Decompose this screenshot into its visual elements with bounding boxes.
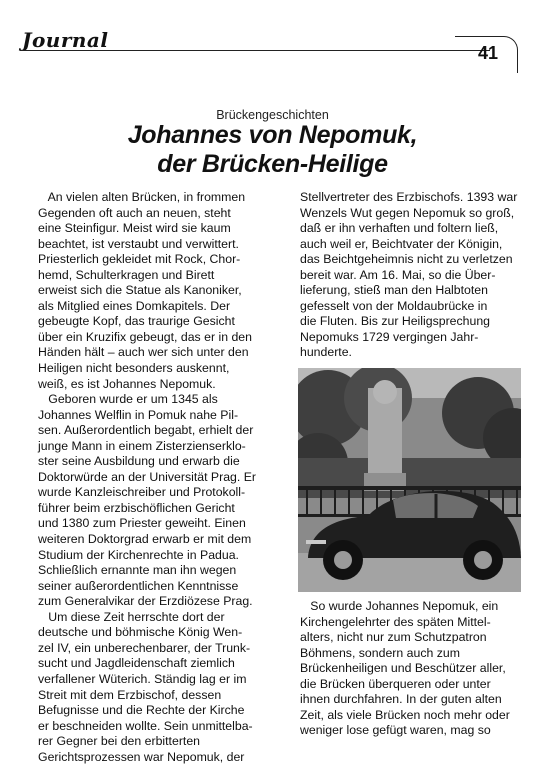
right-column-top-line: daß er ihn verhaften und foltern ließ,: [300, 221, 499, 236]
left-column-line: sen. Außerordentlich begabt, erhielt der: [38, 423, 254, 438]
right-column-top-line: auch weil er, Beichtvater der Königin,: [300, 236, 503, 251]
right-column-bottom-line: Zeit, als viele Brücken noch mehr oder: [300, 707, 510, 722]
left-column-line: hemd, Schulterkragen und Birett: [38, 267, 215, 282]
left-column-line: er beschneiden wollte. Sein unmittelba-: [38, 718, 253, 733]
left-column-line: Johannes Welflin in Pomuk nahe Pil-: [38, 407, 239, 422]
right-column-top-line: das Beichtgeheimnis nicht zu verletzen: [300, 252, 513, 267]
left-column-line: gebeugte Kopf, das traurige Gesicht: [38, 314, 235, 329]
header-rule: [20, 50, 490, 51]
right-column-bottom-line: weniger lose gefügt waren, mag so: [300, 723, 491, 738]
right-column-bottom-line: Brückenheiligen und Beschützer aller,: [300, 661, 506, 676]
left-column-line: Studium der Kirchenrechte in Padua.: [38, 547, 239, 562]
left-column-line: beachtet, ist verstaubt und verwittert.: [38, 236, 239, 251]
left-column-line: rer Gegner bei den erbitterten: [38, 734, 201, 749]
right-column-top-line: die Fluten. Bis zur Heiligsprechung: [300, 314, 491, 329]
left-column-line: eine Steinfigur. Meist wird sie kaum: [38, 221, 231, 236]
left-column-line: wurde Kanzleischreiber und Protokoll-: [38, 485, 246, 500]
left-column-line: Priesterlich gekleidet mit Rock, Chor-: [38, 252, 241, 267]
left-column-line: führer beim erzbischöflichen Gericht: [38, 500, 235, 515]
left-column-line: Gerichtsprozessen war Nepomuk, der: [38, 749, 245, 764]
left-column-line: Doktorwürde an der Universität Prag. Er: [38, 469, 257, 484]
left-column-line: verfallener Wüterich. Ständig lag er im: [38, 671, 247, 686]
article-title: [0, 121, 545, 179]
left-column-line: junge Mann in einem Zisterzienserklo-: [38, 438, 246, 453]
right-column-top-line: Wenzels Wut gegen Nepomuk so groß,: [300, 205, 515, 220]
left-column-line: Gegenden oft auch an neuen, steht: [38, 205, 231, 220]
right-column-top-line: hunderte.: [300, 345, 352, 360]
right-column-bottom-line: Böhmens, sondern auch zum: [300, 645, 460, 660]
left-column-line: Händen hält – auch wer sich unter den: [38, 345, 249, 360]
left-column-line: sucht und Jagdleidenschaft ziemlich: [38, 656, 235, 671]
left-column-line: zum Generalvikar der Erzdiözese Prag.: [38, 594, 253, 609]
left-column-line: Streit mit dem Erzbischof, dessen: [38, 687, 222, 702]
photo-statue-and-car: [298, 368, 521, 592]
page-number: 41: [477, 43, 499, 63]
right-column-top-line: lieferung, stieß man den Halbtoten: [300, 283, 488, 298]
article-title-line-2: der Brücken-Heilige: [157, 150, 388, 178]
left-column-line: weiß, es ist Johannes Nepomuk.: [38, 376, 216, 391]
right-column-top-line: gefesselt von der Moldaubrücke in: [300, 298, 488, 313]
left-column-line: Schließlich ernannte man ihn wegen: [38, 563, 237, 578]
right-column-top-line: Stellvertreter des Erzbischofs. 1393 war: [300, 190, 518, 204]
left-column-line: über ein Kruzifix gebeugt, das er in den: [38, 329, 252, 344]
left-column-line: und 1380 zum Priester geweiht. Einen: [38, 516, 246, 531]
left-column-line: als Mitglied eines Domkapitels. Der: [38, 298, 231, 313]
right-column-bottom-line: So wurde Johannes Nepomuk, ein: [300, 599, 499, 613]
right-column-bottom-line: alters, nicht nur zum Schutzpatron: [300, 630, 487, 645]
right-column-top-line: Nepomuks 1729 vergingen Jahr-: [300, 329, 479, 344]
left-column-line: Um diese Zeit herrschte dort der: [38, 609, 225, 624]
article-title-line-1: Johannes von Nepomuk,: [127, 121, 418, 149]
right-column-bottom-line: die Brücken überqueren oder unter: [300, 676, 491, 691]
right-column-text-top: [300, 190, 530, 361]
left-column-line: deutsche und böhmische König Wen-: [38, 625, 243, 640]
left-column-line: Befugnisse und die Rechte der Kirche: [38, 703, 245, 718]
left-column-text: [38, 190, 293, 765]
left-column-line: Geboren wurde er um 1345 als: [38, 392, 218, 407]
left-column-line: ster seine Ausbildung und erwarb die: [38, 454, 240, 469]
left-column-line: erweist sich die Statue als Kanoniker,: [38, 283, 242, 298]
left-column-line: An vielen alten Brücken, in frommen: [38, 190, 246, 204]
right-column-bottom-line: Kirchengelehrter des späten Mittel-: [300, 614, 491, 629]
right-column-top-line: bereit war. Am 16. Mai, so die Über-: [300, 267, 496, 282]
left-column-line: weiteren Doktorgrad erwarb er mit dem: [38, 532, 252, 547]
journal-label: Journal: [22, 28, 109, 52]
left-column-line: zel IV, ein unberechenbarer, der Trunk-: [38, 640, 251, 655]
article-kicker: Brückengeschichten: [216, 108, 329, 122]
right-column-text-bottom: [300, 599, 530, 739]
left-column-line: Heiligen nicht besonders auskennt,: [38, 361, 230, 376]
left-column-line: seiner außerordentlichen Kenntnisse: [38, 578, 239, 593]
right-column-bottom-line: ihnen durchfahren. In der guten alten: [300, 692, 502, 707]
